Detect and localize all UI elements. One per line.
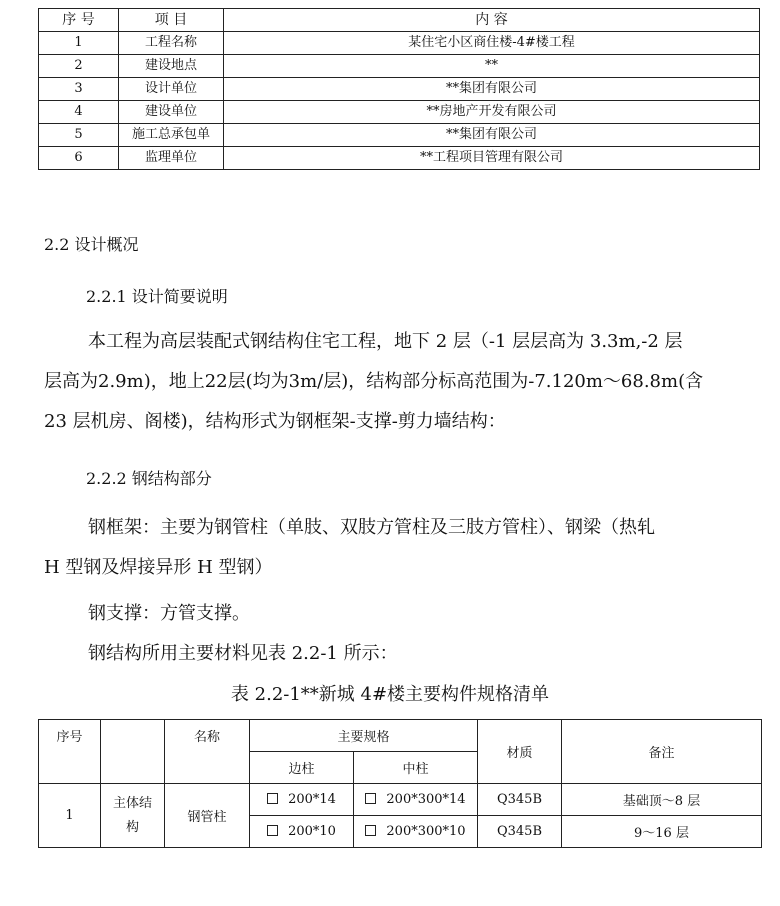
paragraph-line: 23 层机房、阁楼)，结构形式为钢框架-支撑-剪力墙结构：: [44, 411, 506, 432]
paragraph-line: 钢结构所用主要材料见表 2.2-1 所示：: [88, 643, 398, 664]
paragraph-line: 钢框架：主要为钢管柱（单肢、双肢方管柱及三肢方管柱）、钢梁（热轧: [88, 517, 655, 538]
row-no: 1: [39, 784, 101, 848]
row-content: **集团有限公司: [224, 78, 760, 101]
header-category: [101, 720, 165, 784]
row-content: 某住宅小区商住楼-4#楼工程: [224, 32, 760, 55]
row-item: 施工总承包单: [119, 124, 224, 147]
row-content: **集团有限公司: [224, 124, 760, 147]
paragraph-line: 钢支撑：方管支撑。: [88, 603, 250, 624]
section-heading-2-2: 2.2 设计概况: [44, 235, 139, 254]
table-row: [39, 124, 760, 147]
side-spec: 200*10: [288, 824, 336, 839]
header-spec: 主要规格: [250, 720, 478, 752]
section-heading-2-2-2: 2.2.2 钢结构部分: [86, 469, 212, 488]
row-name: 钢管柱: [165, 784, 250, 848]
square-section-icon: [267, 793, 278, 804]
cell-material: Q345B: [478, 816, 562, 848]
side-spec: 200*14: [288, 792, 336, 807]
mid-spec: 200*300*14: [386, 792, 466, 807]
table-header-row: [39, 720, 762, 752]
cell-side: [250, 784, 354, 816]
cell-material: Q345B: [478, 784, 562, 816]
row-category: 主体结构: [101, 784, 165, 848]
header-remark: 备注: [562, 720, 762, 784]
header-no: 序 号: [39, 9, 119, 32]
mid-spec: 200*300*10: [386, 824, 466, 839]
row-no: 3: [39, 78, 119, 101]
row-content: **: [224, 55, 760, 78]
header-side-column: 边柱: [250, 752, 354, 784]
table-row: [39, 147, 760, 170]
row-no: 2: [39, 55, 119, 78]
table-row: [39, 32, 760, 55]
header-name: 名称: [165, 720, 250, 784]
row-no: 6: [39, 147, 119, 170]
row-item: 建设地点: [119, 55, 224, 78]
table-row: [39, 101, 760, 124]
row-no: 1: [39, 32, 119, 55]
row-item: 工程名称: [119, 32, 224, 55]
component-spec-table: [38, 719, 762, 848]
paragraph-line: 层高为2.9m)，地上22层(均为3m/层)，结构部分标高范围为-7.120m～68.8m(含: [44, 371, 704, 392]
row-no: 4: [39, 101, 119, 124]
square-section-icon: [365, 793, 376, 804]
table-row: [39, 784, 762, 816]
row-item: 监理单位: [119, 147, 224, 170]
row-content: **房地产开发有限公司: [224, 101, 760, 124]
cell-remark: 基础顶～8 层: [562, 784, 762, 816]
cell-mid: [354, 816, 478, 848]
header-material: 材质: [478, 720, 562, 784]
paragraph-line: H 型钢及焊接异形 H 型钢）: [44, 557, 273, 578]
cell-side: [250, 816, 354, 848]
section-heading-2-2-1: 2.2.1 设计简要说明: [86, 287, 228, 306]
cell-mid: [354, 784, 478, 816]
square-section-icon: [267, 825, 278, 836]
project-info-table: [38, 8, 760, 170]
row-item: 设计单位: [119, 78, 224, 101]
table-row: [39, 55, 760, 78]
square-section-icon: [365, 825, 376, 836]
cell-remark: 9～16 层: [562, 816, 762, 848]
header-middle-column: 中柱: [354, 752, 478, 784]
paragraph-line: 本工程为高层装配式钢结构住宅工程，地下 2 层（-1 层层高为 3.3m,-2 层: [88, 331, 683, 352]
row-no: 5: [39, 124, 119, 147]
header-no: 序号: [39, 720, 101, 784]
row-item: 建设单位: [119, 101, 224, 124]
table-caption: 表 2.2-1**新城 4#楼主要构件规格清单: [230, 684, 550, 705]
table-row: [39, 78, 760, 101]
table-header-row: [39, 9, 760, 32]
row-content: **工程项目管理有限公司: [224, 147, 760, 170]
header-content: 内 容: [224, 9, 760, 32]
header-item: 项 目: [119, 9, 224, 32]
